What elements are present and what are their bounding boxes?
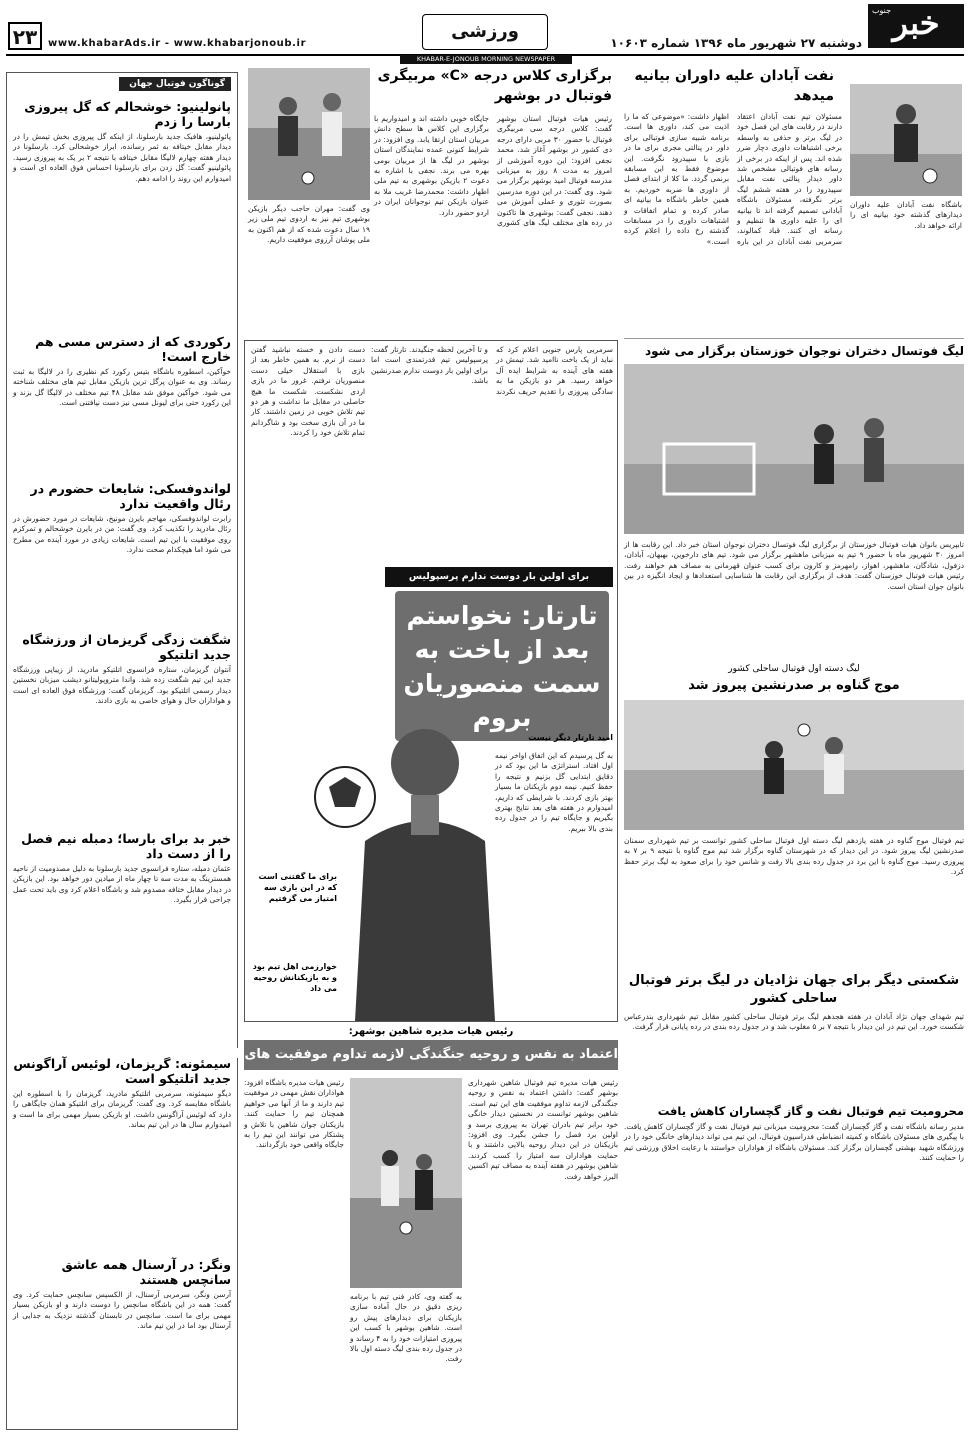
girls-futsal-photo	[624, 364, 964, 534]
story-griezmann-stadium: آنتوان گریزمان، ستاره فرانسوی اتلتیکو مادرید، از زیبایی ورزشگاه جدید این تیم شگفت زده شد. واندا متروپولیتانو دیشب میزبان نخستین دیدار رسمی اتلتیکو بود. گریزمان گفت: ورزشگاه فوق العاده ای است و هواداران حال و هوای خاصی به بازی دادند.	[13, 665, 231, 706]
beach-kicker: لیگ دسته اول فوتبال ساحلی کشور	[728, 664, 860, 674]
masthead	[0, 0, 970, 62]
beach-body: تیم فوتبال موج گناوه در هفته یازدهم لیگ دسته اول فوتبال ساحلی کشور توانست بر تیم شهرداری سمنان صدرنشین لیگ پیروز شود. در این دیدار که در شهرستان گناوه برگزار شد تیم موج گناوه با نتیجه ۹ بر ۷ به پیروزی رسید. موج گناوه با این برد در جدول رده بندی بالا رفت و شانس خود را برای صعود به لیگ برتر حفظ کرد.	[624, 836, 964, 877]
headline-lewandowski: لواندوفسکی: شایعات حضورم در رئال واقعیت ندارد	[30, 481, 231, 511]
beach-soccer-image	[624, 700, 964, 830]
beach-headline: موج گناوه بر صدرنشین پیروز شد	[688, 678, 900, 693]
section-title: ورزشی	[451, 21, 519, 42]
gachsaran-headline: محرومیت تیم فوتبال نفت و گاز گچساران کاهش یافت	[657, 1104, 964, 1118]
story-lewandowski: رابرت لواندوفسکی، مهاجم بایرن مونیخ، شایعات در مورد حضورش در رئال مادرید را تکذیب کرد. وی گفت: من در بایرن خوشحالم و تمرکزم روی موفقیت با این تیم است. شایعات زیادی در مورد آینده من مطرح می شود اما هیچکدام صحت ندارد.	[13, 514, 231, 555]
match-action-image	[350, 1078, 462, 1288]
bushehr-title-bar	[158, 1040, 618, 1070]
issue-date: دوشنبه ۲۷ شهریور ماه ۱۳۹۶ شماره ۱۰۶۰۳	[610, 36, 862, 50]
interview-body-left: دست دادن و خسته نباشید گفتن دست از نرم. به همین خاطر بعد از بازی با استقلال خیلی دست منصوریان نرفتم. غرور ما در بازی اردی نشکست. شکست ما هیچ حاصلی در مقابل ما نداشت و هر دو تیم تلاش خوبی در زمین داشتند. کار ما در آن بازی سخت بود و شاگردانم تمام تلاش خود را کردند.	[251, 345, 365, 438]
coaching-headline: برگزاری کلاس درجه «C» مربیگری فوتبال در بوشهر	[377, 68, 612, 104]
naft-abadan-body: مسئولان تیم نفت آبادان اعتقاد دارند در رقابت های این فصل خود در لیگ برتر و حذفی به واسطه برخی اشتباهات داوری دچار ضرر شده اند. پس از اینکه در برخی از رسانه های فوتبالی مشخص شد داور دیدار پنالتی نفت مقابل سپیدرود را در هفته ششم لیگ برتر نگرفته، مسئولان باشگاه آبادانی تصمیم گرفته اند تا بیانیه ای را علیه داوری ها تنظیم و رسانه ای کنند. قباد کمالوند، سرمربی نفت آبادان در این باره اظهار داشت: «موضوعی که ما را اذیت می کند، داوری ها است. برنامه شبیه سازی فوتبالی برای داور در پنالتی مجری برای ما در بازی با سپیدرود نگرفت. این موضوع فقط به این مسابقه برنمی گردد. ما کلا از ابتدای فصل از داوری ها ضربه خوردیم. به همین خاطر باشگاه ما بیانیه ای صادر کرده و تمام اتفاقات و اشتباهات داوری را در مسابقات گذشته رخ داده را اعلام کرده است.»	[624, 112, 842, 246]
naft-abadan-photo	[850, 84, 962, 196]
story-wenger: آرسن ونگر، سرمربی آرسنال، از الکسیس سانچس حمایت کرد. وی گفت: همه در این باشگاه سانچس را دوست دارند و او بازیکن بسیار مهمی برای ما است. سانچس در تابستان گذشته نزدیک به جدایی از آرسنال بود اما در این تیم ماند.	[13, 1290, 231, 1331]
headline-dembele: خبر بد برای بارسا؛ دمبله نیم فصل را از دست داد	[21, 831, 231, 861]
tartar-photo	[315, 671, 515, 1021]
headline-griezmann-stadium: شگفت زدگی گریزمان از ورزشگاه جدید اتلتیکو	[22, 632, 231, 662]
section-tab	[422, 14, 548, 50]
interview-title: تارتار: نخواستم بعد از باخت به سمت منصوریان بروم	[403, 601, 601, 732]
bushehr-title: اعتماد به نفس و روحیه جنگندگی لازمه تداوم موفقیت های این تیم است	[158, 1047, 618, 1062]
interview-subhead-1: برای ما گفتنی است که در این بازی سه امتیاز می گرفتیم	[258, 872, 337, 903]
futsal-court-image	[624, 364, 964, 534]
coaching-body: رئیس هیات فوتبال استان بوشهر گفت: کلاس درجه سی مربیگری فوتبال با حضور ۳۰ مربی دارای درجه دی کشور در بوشهر آغاز شد. محمد نجفی افزود: این دوره آموزشی از امروز به مدت ۸ روز به میزبانی مدرسه فوتبال امید بوشهر برگزار می شود. وی گفت: در این دوره مدرسین بصورت تئوری و عملی آموزش می دهند. نجفی گفت: بوشهری ها تاکنون در رده های مختلف لیگ های کشوری جایگاه خوبی داشته اند و امیدواریم با برگزاری این کلاس ها سطح دانش مربیان استان ارتقا یابد. وی افزود: در شرایط کنونی عمده نمایندگان استان بوشهر در لیگ ها از مربیان بومی بهره می برند. نجفی با اشاره به دعوت ۲ بازیکن بوشهری به تیم ملی اظهار داشت: محمدرضا غریب ملا به عنوان بازیکن تیم نوجوانان ایران در اردو حضور دارد.	[374, 114, 612, 228]
site-urls: www.khabarAds.ir - www.khabarjonoub.ir	[48, 38, 307, 49]
girls-futsal-body: تابپریس بانوان هیات فوتبال خوزستان از برگزاری لیگ فوتسال دختران نوجوان استان خبر داد. این رقابت ها از امروز ۳۰ شهریور ماه با حضور ۹ تیم به میزبانی ماهشهر برگزار می شود. تیم های دارخوین، بهبهان، آبادان، دزفول، شادگان، ماهشهر، اهواز، رامهرمز و کارون برای کسب عنوان قهرمانی به مصاف هم خواهند رفت. رئیس هیات فوتبال خوزستان گفت: هدف از برگزاری این رقابت ها شناسایی استعدادها و ایجاد انگیزه در بین بانوان جوان استان است.	[624, 540, 965, 591]
english-banner: KHABAR-E-JONOUB MORNING NEWSPAPER	[400, 55, 572, 64]
headline-simeone: سیمئونه: گریزمان، لوئیس آراگونس جدید اتلتیکو است	[13, 1056, 231, 1086]
naft-abadan-headline: نفت آبادان علیه داوران بیانیه میدهد	[634, 68, 834, 104]
logo-sub: جنوب	[872, 6, 892, 15]
coaching-photo	[248, 68, 370, 200]
shahin-bushehr-article	[158, 1026, 618, 1430]
world-football-sidebar	[6, 72, 238, 1430]
coaching-class-article	[244, 64, 616, 336]
headline-paulinho: پانولینیو: خوشحالم که گل پیروزی بارسا را زدم	[24, 99, 231, 129]
headline-wenger: ونگر: در آرسنال همه عاشق سانچس هستند	[61, 1257, 231, 1287]
story-paulinho: پائولینیو، هافبک جدید بارسلونا، از اینکه گل پیروزی بخش تیمش را در دیدار مقابل خیتافه به ثمر رسانده، ابراز خوشحالی کرد. بارسلونا در دیدار هفته چهارم لالیگا مقابل خیتافه با نتیجه ۲ بر یک به پیروزی رسید. پائولینیو گفت: گل زدن برای بارسلونا احساس فوق العاده ای است و امیدوارم این روند را ادامه دهم.	[13, 132, 231, 183]
interview-kicker	[385, 567, 613, 587]
football-players-image	[248, 68, 370, 200]
newspaper-logo	[868, 4, 964, 48]
coach-portrait-image	[315, 671, 515, 1021]
interview-body-mid: سرمربی پارس جنوبی اعلام کرد که نباید از یک باخت ناامید شد. تیمش در هفته های آینده به شرایط ایده آل خواهد رسید. هر دو بازیکن ما به سادگی پیروزی را تقدیم حریف نکردند و تا آخرین لحظه جنگیدند. تارتار گفت: پرسپولیس تیم قدرتمندی است اما برای اولین بار دوست ندارم صدرنشین باشد.	[371, 345, 613, 396]
girls-futsal-headline: لیگ فوتسال دختران نوجوان خوزستان برگزار می شود	[644, 344, 964, 358]
tartar-interview	[244, 340, 618, 1022]
story-messi-record: خوآکین، اسطوره باشگاه بتیس رکورد کم نظیری را در لالیگا به ثبت رساند. وی به عنوان پرگل ترین بازیکن مقابل تیم های مختلف شناخته می شود. خوآکین موفق شد مقابل ۴۸ تیم مختلف در لالیگا گل بزند و این رکورد حتی برای لیونل مسی نیز دست نیافتنی است.	[13, 367, 231, 408]
sidebar-label: گوناگون فوتبال جهان	[119, 77, 231, 91]
interview-photo-caption: خوارزمی اهل تیم بود و به بازیکنانش روحیه می داد	[252, 962, 337, 993]
coaching-photo-caption: وی گفت: مهران حاجب دیگر بازیکن بوشهری تیم نیز به اردوی تیم ملی زیر ۱۹ سال دعوت شده که از هم اکنون به ملی پوشان آرزوی موفقیت داریم.	[248, 204, 370, 245]
right-column	[624, 64, 964, 1430]
interview-kicker-text: برای اولین بار دوست ندارم پرسپولیس	[408, 571, 590, 582]
story-dembele: عثمان دمبله، ستاره فرانسوی جدید بارسلونا به دلیل مصدومیت از ناحیه همسترینگ به مدت سه تا چهار ماه از میادین دور خواهد بود. این بازیکن در دیدار مقابل ختافه مصدوم شد و باشگاه اعلام کرد وی باید تحت عمل جراحی قرار بگیرد.	[13, 864, 231, 905]
bushehr-kicker: رئیس هیات مدیره شاهین بوشهر:	[348, 1026, 514, 1037]
bushehr-body: رئیس هیات مدیره تیم فوتبال شاهین شهرداری بوشهر گفت: داشتن اعتماد به نفس و روحیه جنگندگی لازمه تداوم موفقیت های این تیم است. شاهین بوشهر توانست در نخستین دیدار خانگی خود برابر تیم بادران تهران به پیروزی برسد و اولین برد فصل را جشن بگیرد. وی افزود: بازیکنان در این دیدار روحیه بالایی داشتند و با حمایت هواداران سه امتیاز را کسب کردند. شاهین بوشهر در هفته آینده به مصاف تیم اکسین البرز خواهد رفت.	[468, 1078, 618, 1181]
logo-text: خبر	[892, 4, 940, 42]
interview-subhead-2: امید تارتار دیگر نیست	[528, 733, 613, 742]
bushehr-body-3: به گفته وی، کادر فنی تیم با برنامه ریزی دقیق در حال آماده سازی بازیکنان برای دیدارهای پیش رو است. شاهین بوشهر با کسب این پیروزی امتیازات خود را به ۴ رساند و در جدول رده بندی لیگ دسته اول بالا رفت.	[350, 1292, 462, 1364]
story-simeone: دیگو سیمئونه، سرمربی اتلتیکو مادرید، گریزمان را با اسطوره این باشگاه مقایسه کرد. وی گفت: گریزمان برای اتلتیکو همان جایگاهی را دارد که لوئیس آراگونس داشت. او بازیکن بسیار مهمی برای ما است و امیدوارم سال ها در این تیم بماند.	[13, 1089, 231, 1130]
soccer-action-image	[850, 84, 962, 196]
jahan-nejad-body: تیم شهدای جهان نژاد آبادان در هفته هجدهم لیگ برتر فوتبال ساحلی کشور مقابل تیم شهرداری بندرعباس شکست خورد. این تیم در این دیدار با نتیجه ۷ بر ۵ مغلوب شد و در جدول رده بندی در رده پایانی قرار گرفت.	[624, 1012, 964, 1032]
gachsaran-body: مدیر رسانه باشگاه نفت و گاز گچساران گفت: محرومیت میزبانی تیم فوتبال نفت و گاز گچساران کاهش یافت. با پیگیری های مسئولان باشگاه و کمیته انضباطی فدراسیون فوتبال، این تیم می تواند دیدارهای خانگی خود را در ورزشگاه شهید بهشتی گچساران برگزار کند. مسئولان باشگاه از هواداران خواستند با رعایت اخلاق ورزشی تیم را حمایت کنند.	[624, 1122, 964, 1163]
divider-1	[624, 338, 964, 339]
naft-abadan-photo-caption: باشگاه نفت آبادان علیه داوران دیدارهای گذشته خود بیانیه ای را ارائه خواهد داد.	[850, 200, 962, 230]
headline-messi-record: رکوردی که از دسترس مسی هم خارج است!	[35, 334, 231, 364]
beach-photo	[624, 700, 964, 830]
bushehr-photo	[350, 1078, 462, 1288]
bushehr-body-2: رئیس هیات مدیره باشگاه افزود: هواداران نقش مهمی در موفقیت تیم دارند و ما از آنها می خواهیم همچنان تیم را حمایت کنند. بازیکنان جوان شاهین با تلاش و پشتکار می توانند این تیم را به جایگاه واقعی خود بازگردانند.	[244, 1078, 344, 1150]
jahan-nejad-headline: شکستی دیگر برای جهان نژادیان در لیگ برتر فوتبال ساحلی کشور	[628, 973, 960, 1006]
page-number: ۲۳	[8, 22, 42, 50]
interview-body-lower: به گل پرسیدم که این اتفاق اواخر نیمه اول افتاد. استراتژی ما این بود که در دقایق ابتدایی گل بزنیم و نتیجه را حفظ کنیم. نیمه دوم بازیکنان ما بسیار بهتر بازی کردند. با شرایطی که داریم، امیدوارم در هفته های بعد نتایج بهتری بگیریم و جایگاه تیم را در جدول رده بندی بالا ببریم.	[495, 751, 613, 833]
